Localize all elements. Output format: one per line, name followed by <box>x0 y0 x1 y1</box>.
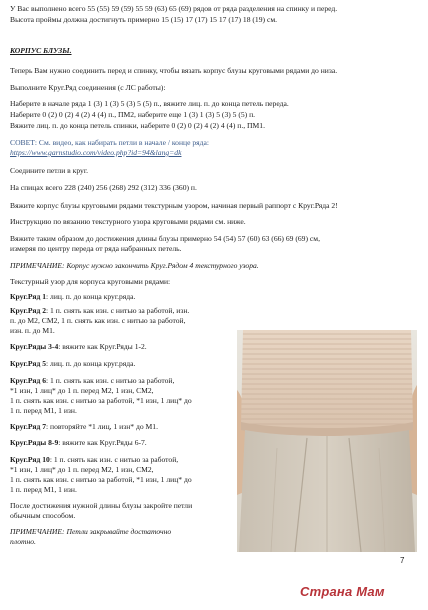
pattern-instruction-text: Инструкцию по вязанию текстурного узора круговыми рядами см. ниже. <box>10 217 246 226</box>
pattern-row-6: Круг.Ряд 6: 1 п. снять как изн. с нитью за работой, <box>10 376 175 385</box>
pattern-row-6-line-2: *1 изн, 1 лиц* до 1 п. перед М2, 1 изн, СМ2, <box>10 386 154 395</box>
blouse-photo <box>237 330 417 552</box>
pattern-row-8-9: Круг.Ряды 8-9: вяжите как Круг.Ряды 6-7. <box>10 438 147 447</box>
pattern-row-6-line-3: 1 п. снять как изн. с нитью за работой, *1 изн, 1 лиц* до <box>10 396 192 405</box>
pattern-row-2-line-3: изн. п. до М1. <box>10 326 55 335</box>
length-text-2: измеряя по центру переда от ряда набранных петель. <box>10 244 182 253</box>
pattern-row-10-line-4: 1 п. перед М1, 1 изн. <box>10 485 77 494</box>
join-paragraph: Теперь Вам нужно соединить перед и спинку, чтобы вязать корпус блузы круговыми рядами до низа. <box>10 66 338 75</box>
bind-off-note-2: плотно. <box>10 537 36 546</box>
advice-text: СОВЕТ: См. видео, как набирать петли в начале / конце ряда: <box>10 138 209 147</box>
page-number: 7 <box>400 556 405 565</box>
pattern-row-6-line-4: 1 п. перед М1, 1 изн. <box>10 406 77 415</box>
join-line-3: Вяжите лиц. п. до конца петель спинки, наберите 0 (2) 0 (2) 4 (2) 4 (4) п., ПМ1. <box>10 121 265 130</box>
join-line-2: Наберите 0 (2) 0 (2) 4 (2) 4 (4) п., ПМ2, наберите еще 1 (3) 1 (3) 5 (3) 5 (5) п. <box>10 110 256 119</box>
pattern-title: Текстурный узор для корпуса круговыми рядами: <box>10 277 171 286</box>
bind-off-text-2: обычным способом. <box>10 511 76 520</box>
intro-line-1: У Вас выполнено всего 55 (55) 59 (59) 55 59 (63) 65 (69) рядов от ряда разделения на спинку и перед. <box>10 4 338 13</box>
pattern-row-3-4: Круг.Ряды 3-4: вяжите как Круг.Ряды 1-2. <box>10 342 147 351</box>
bind-off-text-1: После достижения нужной длины блузы закройте петли <box>10 501 193 510</box>
note-finish-round: ПРИМЕЧАНИЕ: Корпус нужно закончить Круг.Рядом 4 текстурного узора. <box>10 261 259 270</box>
pattern-row-10-line-2: *1 изн, 1 лиц* до 1 п. перед М2, 1 изн, СМ2, <box>10 465 154 474</box>
pattern-row-10: Круг.Ряд 10: 1 п. снять как изн. с нитью за работой, <box>10 455 179 464</box>
join-instruction: Выполните Круг.Ряд соединения (с ЛС работы): <box>10 83 166 92</box>
join-line-1: Наберите в начале ряда 1 (3) 1 (3) 5 (3) 5 (5) п., вяжите лиц. п. до конца петель переда. <box>10 99 289 108</box>
pattern-row-5: Круг.Ряд 5: лиц. п. до конца круг.ряда. <box>10 359 136 368</box>
pattern-row-10-line-3: 1 п. снять как изн. с нитью за работой, *1 изн, 1 лиц* до <box>10 475 192 484</box>
body-start-text: Вяжите корпус блузы круговыми рядами текстурным узором, начиная первый раппорт с Круг.Ряда 2! <box>10 201 338 210</box>
join-round-text: Соедините петли в круг. <box>10 166 89 175</box>
intro-line-2: Высота проймы должна достигнуть примерно 15 (15) 17 (17) 15 17 (17) 18 (19) см. <box>10 15 278 24</box>
pattern-row-2: Круг.Ряд 2: 1 п. снять как изн. с нитью за работой, изн. <box>10 306 190 315</box>
site-watermark: Страна Мам <box>300 584 385 599</box>
pattern-row-1: Круг.Ряд 1: лиц. п. до конца круг.ряда. <box>10 292 136 301</box>
stitch-count-text: На спицах всего 228 (240) 256 (268) 292 (312) 336 (360) п. <box>10 183 197 192</box>
bind-off-note-1: ПРИМЕЧАНИЕ: Петли закрывайте достаточно <box>10 527 172 536</box>
section-title: КОРПУС БЛУЗЫ. <box>10 46 72 55</box>
pattern-row-2-line-2: п. до М2, СМ2, 1 п. снять как изн. с нитью за работой, <box>10 316 186 325</box>
length-text-1: Вяжите таким образом до достижения длины блузы примерно 54 (54) 57 (60) 63 (66) 69 (69) см, <box>10 234 320 243</box>
pattern-row-7: Круг.Ряд 7: повторяйте *1 лиц, 1 изн* до М1. <box>10 422 158 431</box>
advice-video-link[interactable]: https://www.garnstudio.com/video.php?id=94&lang=dk <box>10 148 182 157</box>
